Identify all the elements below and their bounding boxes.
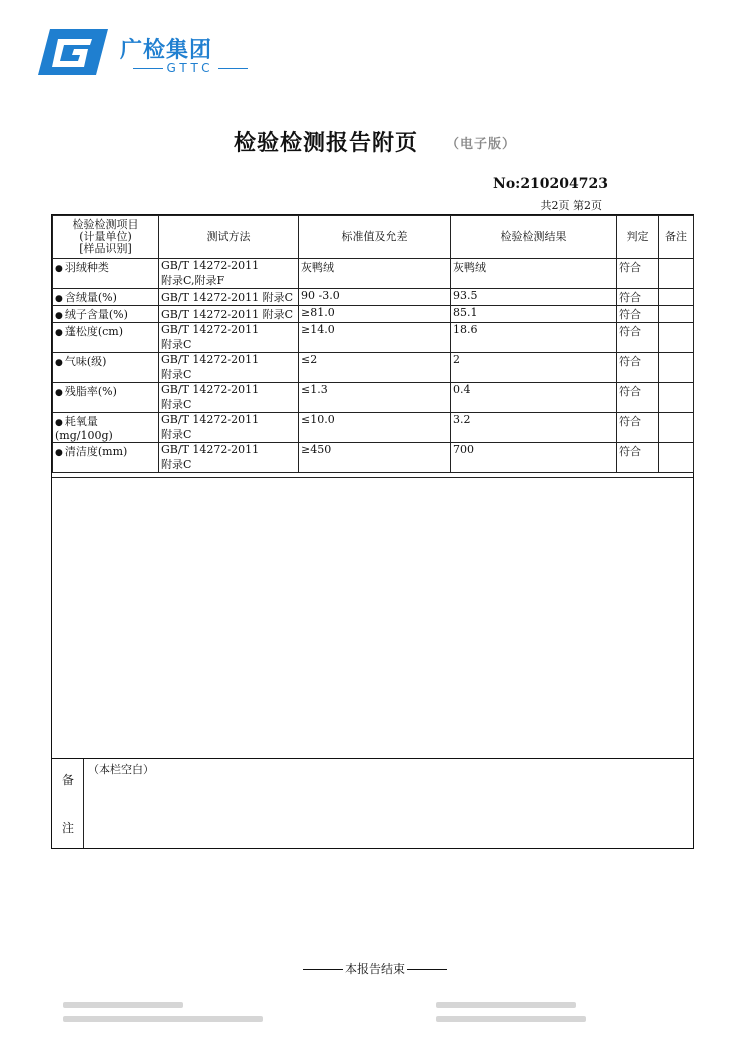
table-row [53,413,694,443]
bullet-icon: ● [55,358,63,368]
brand-name-en: GTTC [120,61,260,75]
remarks-label-bottom: 注 [62,821,75,835]
cell-note [659,383,694,413]
title-text: 检验检测报告附页 [233,131,418,156]
blank-area [52,477,693,761]
header-result: 检验检测结果 [451,216,617,259]
cell-method: GB/T 14272-2011 附录C [159,353,299,383]
table-row [53,383,694,413]
cell-item: ● 清洁度(mm) [53,443,159,473]
cell-result: 93.5 [451,289,617,306]
cell-note [659,259,694,289]
cell-judgement: 符合 [617,289,659,306]
remarks-label-top: 备 [62,773,75,787]
cell-result: 0.4 [451,383,617,413]
cell-result: 灰鸭绒 [451,259,617,289]
cell-judgement: 符合 [617,323,659,353]
header-item: 检验检测项目 (计量单位) [样品识别] [53,216,159,259]
header-note: 备注 [659,216,694,259]
footer-blurred-text [436,1002,576,1008]
cell-result: 700 [451,443,617,473]
cell-note [659,323,694,353]
cell-method: GB/T 14272-2011 附录C [159,323,299,353]
cell-standard: ≤10.0 [299,413,451,443]
header-method: 测试方法 [159,216,299,259]
report-number: No:210204723 [493,176,608,192]
cell-item: ● 耗氧量 (mg/100g) [53,413,159,443]
bullet-icon: ● [55,264,63,274]
cell-result: 2 [451,353,617,383]
page-indicator: 共2页 第2页 [540,199,602,212]
gttc-logo-icon [36,27,110,77]
cell-standard: ≥14.0 [299,323,451,353]
bullet-icon: ● [55,388,63,398]
cell-judgement: 符合 [617,306,659,323]
results-table [52,215,694,473]
table-row [53,306,694,323]
brand-name-cn: 广检集团 [120,38,213,63]
cell-method: GB/T 14272-2011 附录C [159,413,299,443]
cell-judgement: 符合 [617,259,659,289]
cell-standard: ≤1.3 [299,383,451,413]
remarks-section [52,758,693,848]
cell-note [659,289,694,306]
cell-result: 85.1 [451,306,617,323]
title-subtitle: （电子版） [446,137,517,152]
cell-standard: ≤2 [299,353,451,383]
bullet-icon: ● [55,311,63,321]
company-logo [36,27,236,82]
remarks-label [52,759,84,848]
table-row [53,443,694,473]
cell-item: ● 羽绒种类 [53,259,159,289]
cell-item: ● 气味(级) [53,353,159,383]
header-standard: 标准值及允差 [299,216,451,259]
cell-judgement: 符合 [617,413,659,443]
cell-method: GB/T 14272-2011 附录C [159,306,299,323]
results-table-frame [51,214,694,849]
cell-result: 3.2 [451,413,617,443]
header-judgement: 判定 [617,216,659,259]
table-header-row [53,216,694,259]
cell-judgement: 符合 [617,353,659,383]
table-row [53,323,694,353]
footer-blurred-text [436,1016,586,1022]
table-row [53,353,694,383]
table-row [53,289,694,306]
cell-standard: 90 -3.0 [299,289,451,306]
cell-note [659,443,694,473]
bullet-icon: ● [55,328,63,338]
cell-method: GB/T 14272-2011 附录C [159,383,299,413]
table-row [53,259,694,289]
page-title [0,126,750,157]
cell-method: GB/T 14272-2011 附录C,附录F [159,259,299,289]
cell-item: ● 残脂率(%) [53,383,159,413]
footer-blurred-text [63,1002,183,1008]
bullet-icon: ● [55,294,63,304]
cell-judgement: 符合 [617,383,659,413]
cell-method: GB/T 14272-2011 附录C [159,443,299,473]
remarks-text: （本栏空白） [88,763,154,776]
cell-note [659,306,694,323]
cell-item: ● 含绒量(%) [53,289,159,306]
cell-note [659,353,694,383]
cell-judgement: 符合 [617,443,659,473]
cell-standard: ≥81.0 [299,306,451,323]
cell-item: ● 绒子含量(%) [53,306,159,323]
report-end-marker: 本报告结束 [0,960,750,977]
cell-note [659,413,694,443]
cell-standard: 灰鸭绒 [299,259,451,289]
bullet-icon: ● [55,448,63,458]
footer-blurred-text [63,1016,263,1022]
bullet-icon: ● [55,418,63,428]
cell-result: 18.6 [451,323,617,353]
cell-item: ● 蓬松度(cm) [53,323,159,353]
cell-method: GB/T 14272-2011 附录C [159,289,299,306]
cell-standard: ≥450 [299,443,451,473]
